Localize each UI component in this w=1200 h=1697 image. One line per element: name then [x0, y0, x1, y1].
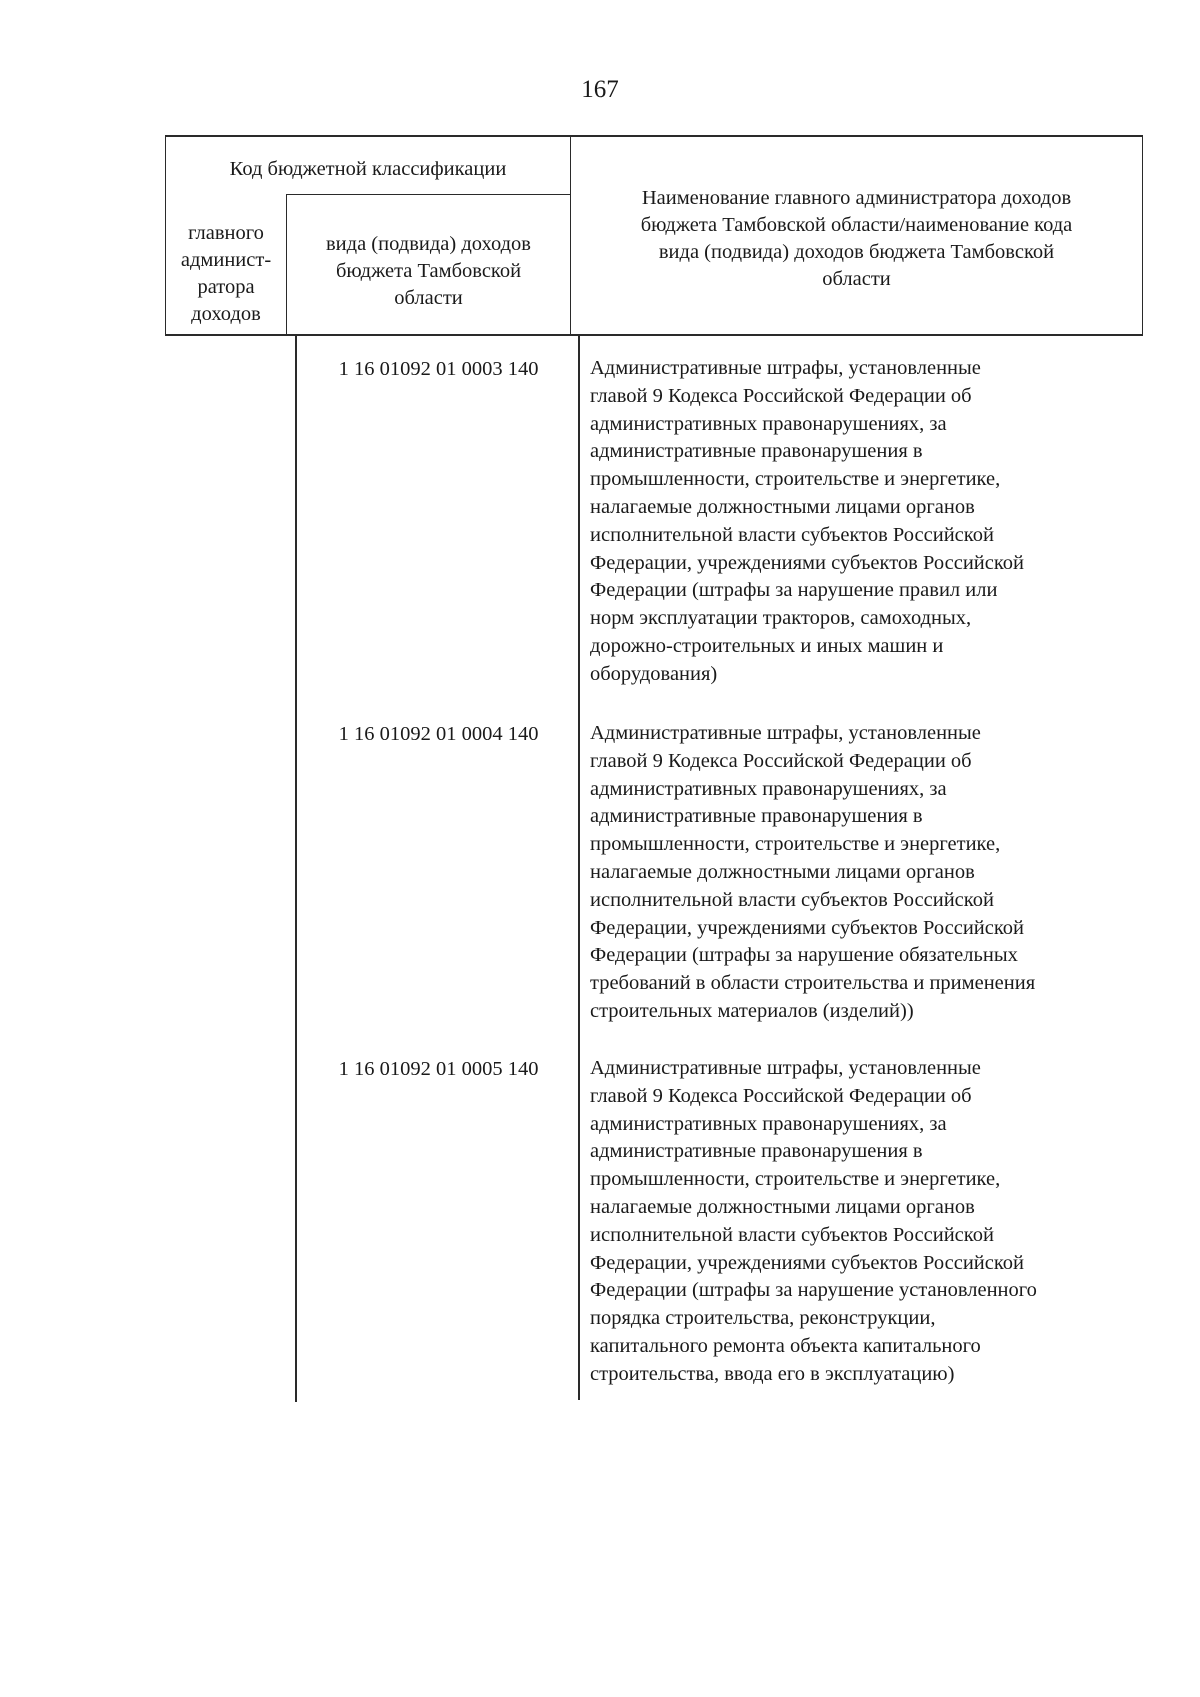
description-line: норм эксплуатации тракторов, самоходных, [590, 607, 972, 630]
description-line: дорожно-строительных и иных машин и [590, 634, 944, 657]
header-chief-administrator [166, 220, 286, 328]
header-text-line: области [394, 287, 463, 309]
description-line: Федерации, учреждениями субъектов Российской [590, 916, 1024, 939]
header-text-line: ратора [197, 276, 255, 298]
description-line: капитального ремонта объекта капитального [590, 1334, 981, 1357]
header-text-line: главного [188, 222, 264, 244]
header-income-kind [287, 231, 570, 312]
description-line: строительных материалов (изделий)) [590, 999, 914, 1022]
description-line: главой 9 Кодекса Российской Федерации об [590, 749, 972, 772]
row-2-income-code: 1 16 01092 01 0004 140 [338, 723, 539, 745]
description-line: административные правонарушения в [590, 1140, 923, 1163]
row-3-description [590, 1055, 1150, 1389]
description-line: оборудования) [590, 662, 718, 685]
description-line: административных правонарушениях, за [590, 777, 947, 800]
description-line: исполнительной власти субъектов Российской [590, 1223, 994, 1246]
description-line: главой 9 Кодекса Российской Федерации об [590, 384, 972, 407]
body-column-divider-2 [578, 336, 580, 1400]
description-line: Административные штрафы, установленные [590, 1057, 981, 1079]
description-line: Федерации (штрафы за нарушение обязательных [590, 944, 1018, 967]
page-number: 167 [581, 76, 619, 103]
table-border-right [1142, 135, 1143, 336]
row-1-income-code: 1 16 01092 01 0003 140 [338, 358, 539, 380]
header-text-line: вида (подвида) доходов [326, 233, 531, 255]
description-line: Федерации (штрафы за нарушение правил или [590, 579, 998, 602]
description-line: требований в области строительства и применения [590, 972, 1036, 995]
body-column-divider-1 [295, 336, 297, 1402]
header-group-divider [286, 194, 570, 195]
header-name-column [571, 185, 1142, 293]
description-line: промышленности, строительстве и энергетике, [590, 468, 1001, 491]
header-text-line: Наименование главного администратора доходов [641, 187, 1072, 209]
row-2-description [590, 720, 1150, 1026]
header-text-line: вида (подвида) доходов бюджета Тамбовской [658, 241, 1055, 263]
description-line: налагаемые должностными лицами органов [590, 1195, 975, 1218]
header-text-line: админист- [180, 249, 272, 271]
description-line: порядка строительства, реконструкции, [590, 1307, 936, 1330]
description-line: промышленности, строительстве и энергетике, [590, 833, 1001, 856]
table-border-top [165, 135, 1143, 137]
header-text-line: бюджета Тамбовской [335, 260, 522, 282]
description-line: Федерации, учреждениями субъектов Российской [590, 1251, 1024, 1274]
description-line: Административные штрафы, установленные [590, 357, 981, 379]
row-1-description [590, 355, 1150, 689]
description-line: главой 9 Кодекса Российской Федерации об [590, 1084, 972, 1107]
description-line: промышленности, строительстве и энергетике, [590, 1168, 1001, 1191]
description-line: исполнительной власти субъектов Российской [590, 888, 994, 911]
header-text-line: бюджета Тамбовской области/наименование кода [640, 214, 1073, 236]
description-line: исполнительной власти субъектов Российской [590, 523, 994, 546]
description-line: административных правонарушениях, за [590, 1112, 947, 1135]
header-budget-code-group: Код бюджетной классификации [229, 158, 507, 180]
description-line: Федерации (штрафы за нарушение установленного [590, 1279, 1037, 1302]
description-line: Административные штрафы, установленные [590, 722, 981, 744]
description-line: административные правонарушения в [590, 805, 923, 828]
description-line: административные правонарушения в [590, 440, 923, 463]
description-line: налагаемые должностными лицами органов [590, 495, 975, 518]
header-text-line: доходов [191, 303, 261, 325]
header-bottom-border [165, 334, 1143, 336]
description-line: строительства, ввода его в эксплуатацию) [590, 1362, 955, 1385]
description-line: налагаемые должностными лицами органов [590, 860, 975, 883]
row-3-income-code: 1 16 01092 01 0005 140 [338, 1058, 539, 1080]
header-text-line: области [822, 268, 891, 290]
description-line: административных правонарушениях, за [590, 412, 947, 435]
description-line: Федерации, учреждениями субъектов Российской [590, 551, 1024, 574]
